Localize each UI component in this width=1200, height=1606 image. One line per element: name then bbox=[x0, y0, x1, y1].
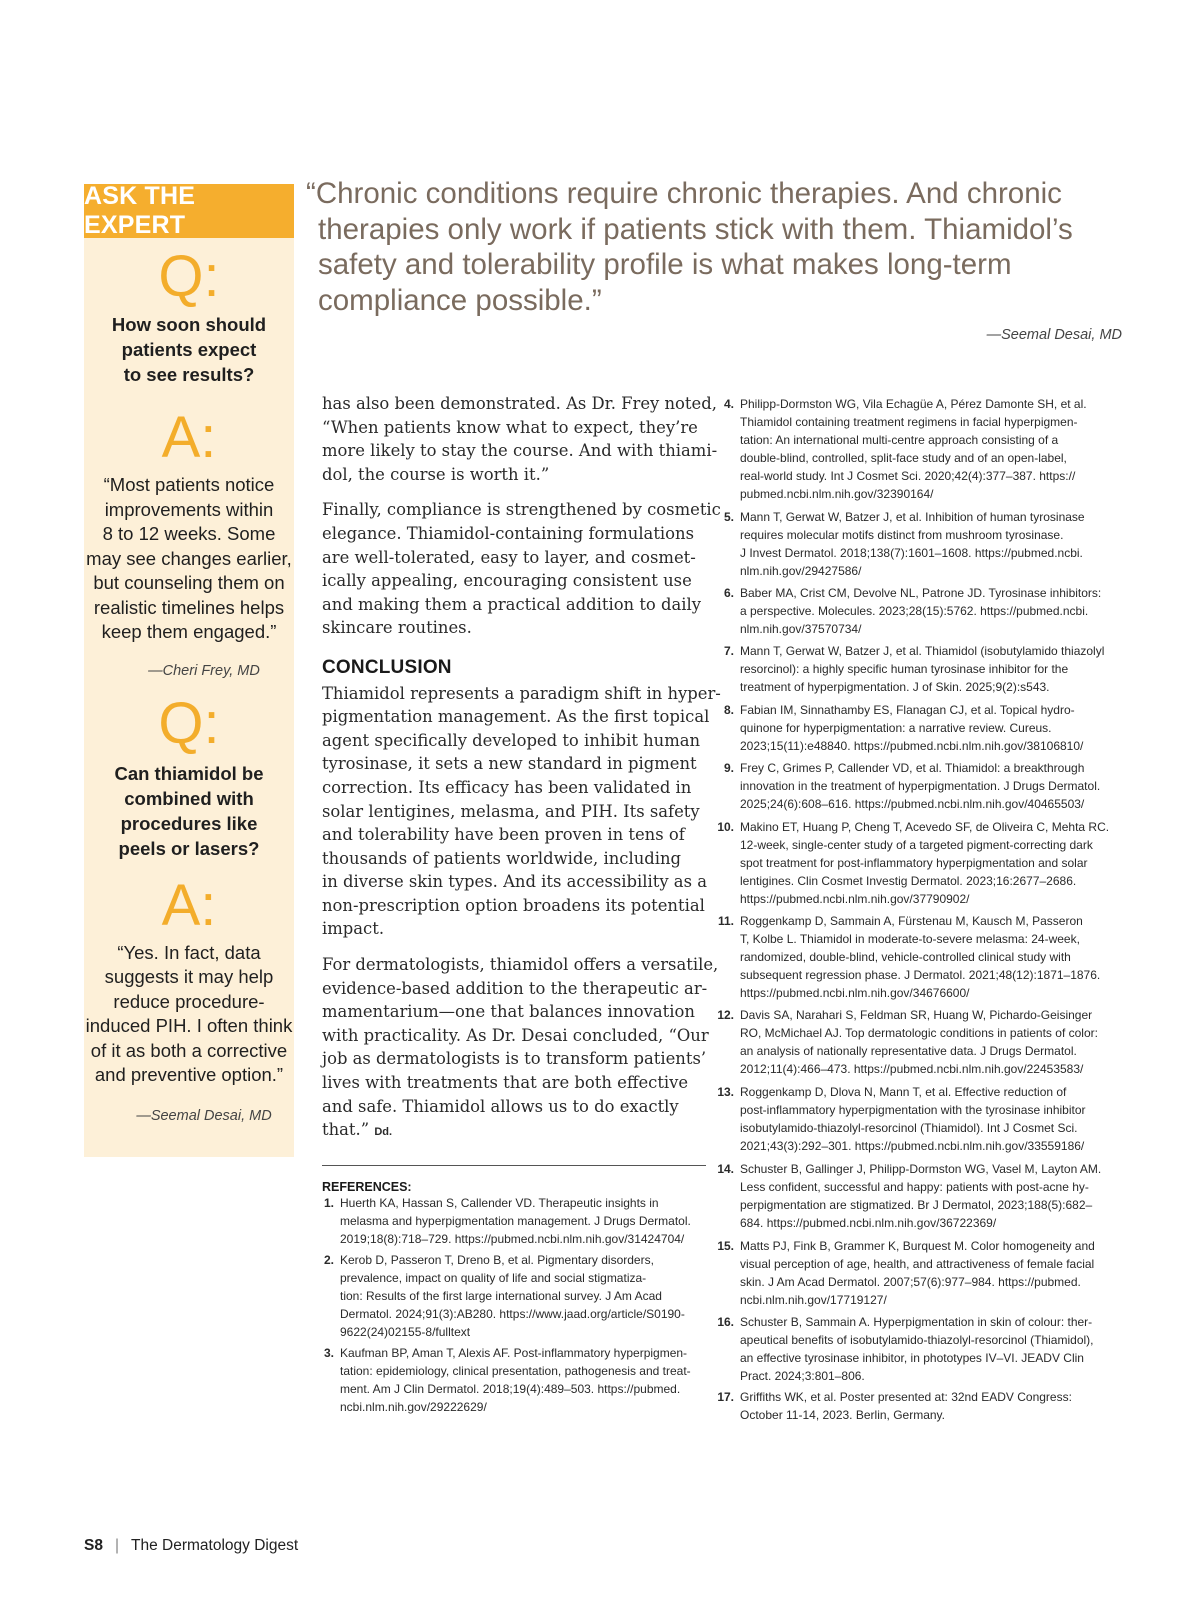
reference-text: Matts PJ, Fink B, Grammer K, Burquest M. Color homogeneity and visual perception of age, health, and attractiveness of female facial skin. J Am Acad Dermatol. 2007;57(6):977–984. https://pubmed. ncbi.nlm.nih.gov/17719127/ bbox=[740, 1239, 1095, 1307]
q-letter: Q: bbox=[158, 690, 220, 756]
pull-quote: “Chronic conditions require chronic therapies. And chronic therapies only work if patients stick with them. Thiamidol’s safety and tolerability profile is what makes long-term compliance possible.” bbox=[306, 177, 1073, 317]
pull-quote-attribution: —Seemal Desai, MD bbox=[986, 327, 1122, 343]
body-paragraph: For dermatologists, thiamidol offers a versatile, evidence-based addition to the therapeutic ar- mamentarium—one that balances innovation with practicality. As Dr. Desai concluded, “Our job as dermatologists is to transform patients’ lives with treatments that are both effective and safe. Thiamidol allows us to do exactly that.” Dd. bbox=[322, 955, 719, 1140]
reference-number: 12. bbox=[717, 1008, 734, 1022]
reference-number: 16. bbox=[717, 1315, 734, 1329]
reference-text: Huerth KA, Hassan S, Callender VD. Therapeutic insights in melasma and hyperpigmentation management. J Drugs Dermatol. 2019;18(8):718–729. https://pubmed.ncbi.nlm.nih.gov/31424704/ bbox=[340, 1196, 691, 1246]
reference-text: Roggenkamp D, Sammain A, Fürstenau M, Kausch M, Passeron T, Kolbe L. Thiamidol in moderate-to-severe melasma: 24-week, randomized, double-blind, vehicle-controlled clinical study with subsequent regression phase. J Dermatol. 2021;48(12):1871–1876. https://pubmed.ncbi.nlm.nih.gov/34676600/ bbox=[740, 914, 1101, 1000]
sidebar-header: ASK THE EXPERT bbox=[84, 184, 294, 238]
reference-text: Kaufman BP, Aman T, Alexis AF. Post-inflammatory hyperpigmen- tation: epidemiology, clinical presentation, pathogenesis and treat- ment. Am J Clin Dermatol. 2018;19(4):489–503. https://pubmed. ncbi.nlm.nih.gov/29222629/ bbox=[340, 1346, 691, 1414]
reference-number: 17. bbox=[717, 1390, 734, 1404]
body-text bbox=[322, 392, 721, 1157]
reference-number: 10. bbox=[717, 820, 734, 834]
footer bbox=[84, 1537, 298, 1555]
reference-text: Griffiths WK, et al. Poster presented at: 32nd EADV Congress: October 11-14, 2023. Berlin, Germany. bbox=[740, 1390, 1072, 1422]
references-heading: REFERENCES: bbox=[322, 1180, 412, 1194]
reference-text: Davis SA, Narahari S, Feldman SR, Huang W, Pichardo-Geisinger RO, McMichael AJ. Top dermatologic conditions in patients of color: an analysis of nationally representative data. J Drugs Dermatol. 2012;11(4):466–473. https://pubmed.ncbi.nlm.nih.gov/22453583/ bbox=[740, 1008, 1098, 1076]
divider bbox=[322, 1165, 706, 1166]
reference-number: 4. bbox=[723, 397, 734, 411]
ask-the-expert-sidebar bbox=[84, 184, 294, 1157]
a-letter: A: bbox=[161, 405, 217, 470]
conclusion-heading: CONCLUSION bbox=[322, 656, 452, 678]
reference-number: 13. bbox=[717, 1085, 734, 1099]
answer-1-attribution: —Cheri Frey, MD bbox=[148, 662, 260, 679]
reference-text: Mann T, Gerwat W, Batzer J, et al. Thiamidol (isobutylamido thiazolyl resorcinol): a highly specific human tyrosinase inhibitor for the treatment of hyperpigmentation. J of Skin. 2025;9(2):s543. bbox=[740, 644, 1105, 694]
reference-number: 2. bbox=[323, 1253, 334, 1267]
reference-number: 6. bbox=[723, 586, 734, 600]
publication-name: The Dermatology Digest bbox=[131, 1537, 299, 1554]
reference-number: 5. bbox=[723, 510, 734, 524]
end-mark: Dd. bbox=[374, 1126, 393, 1139]
reference-number: 1. bbox=[323, 1196, 334, 1210]
reference-text: Makino ET, Huang P, Cheng T, Acevedo SF, de Oliveira C, Mehta RC. 12-week, single-center study of a targeted pigment-correcting dark spot treatment for post-inflammatory hyperpigmentation and solar lentigines. Clin Cosmet Investig Dermatol. 2023;16:2677–2686. https://pubmed.ncbi.nlm.nih.gov/37790902/ bbox=[740, 820, 1110, 906]
body-paragraph: has also been demonstrated. As Dr. Frey noted, “When patients know what to expect, they’re more likely to stay the course. And with thiami- dol, the course is worth it.” bbox=[322, 394, 718, 484]
reference-number: 7. bbox=[723, 644, 734, 658]
reference-text: Frey C, Grimes P, Callender VD, et al. Thiamidol: a breakthrough innovation in the treatment of hyperpigmentation. J Drugs Dermatol. 2025;24(6):608–616. https://pubmed.ncbi.nlm.nih.gov/40465503/ bbox=[740, 761, 1101, 811]
reference-number: 9. bbox=[723, 761, 734, 775]
reference-number: 3. bbox=[323, 1346, 334, 1360]
reference-text: Fabian IM, Sinnathamby ES, Flanagan CJ, et al. Topical hydro- quinone for hyperpigmentation: a narrative review. Cureus. 2023;15(11):e48840. https://pubmed.ncbi.nlm.nih.gov/38106810/ bbox=[740, 703, 1084, 753]
reference-text: Schuster B, Gallinger J, Philipp-Dormston WG, Vasel M, Layton AM. Less confident, successful and happy: patients with post-acne hy- perpigmentation are stigmatized. Br J Dermatol, 2023;188(5):682– 684. https://pubmed.ncbi.nlm.nih.gov/36722369/ bbox=[740, 1162, 1102, 1230]
reference-number: 8. bbox=[723, 703, 734, 717]
reference-text: Mann T, Gerwat W, Batzer J, et al. Inhibition of human tyrosinase requires molecular motifs distinct from mushroom tyrosinase. J Invest Dermatol. 2018;138(7):1601–1608. https://pubmed.ncbi. nlm.nih.gov/29427586/ bbox=[740, 510, 1085, 578]
body-paragraph: Finally, compliance is strengthened by cosmetic elegance. Thiamidol-containing formulations are well-tolerated, easy to layer, and cosmet- ically appealing, encouraging consistent use and making them a practical addition to daily skincare routines. bbox=[322, 500, 721, 638]
question-2: Can thiamidol be combined with procedures like peels or lasers? bbox=[114, 762, 264, 859]
footer-separator: | bbox=[114, 1537, 119, 1554]
reference-number: 11. bbox=[717, 914, 734, 928]
answer-1: “Most patients notice improvements within 8 to 12 weeks. Some may see changes earlier, but counseling them on realistic timelines helps keep them engaged.” bbox=[86, 474, 292, 642]
a-letter: A: bbox=[161, 872, 217, 938]
reference-number: 14. bbox=[717, 1162, 734, 1176]
reference-text: Roggenkamp D, Dlova N, Mann T, et al. Effective reduction of post-inflammatory hyperpigmentation with the tyrosinase inhibitor isobutylamido-thiazolyl-resorcinol (Thiamidol). Int J Cosmet Sci. 2021;43(3):292–301. https://pubmed.ncbi.nlm.nih.gov/33559186/ bbox=[740, 1085, 1086, 1153]
reference-number: 15. bbox=[717, 1239, 734, 1253]
reference-text: Baber MA, Crist CM, Devolve NL, Patrone JD. Tyrosinase inhibitors: a perspective. Molecules. 2023;28(15):5762. https://pubmed.ncbi. nlm.nih.gov/37570734/ bbox=[740, 586, 1102, 636]
question-1: How soon should patients expect to see results? bbox=[111, 314, 267, 385]
answer-2: “Yes. In fact, data suggests it may help reduce procedure- induced PIH. I often think of it as both a corrective and preventive option.” bbox=[85, 941, 293, 1085]
body-paragraph: Thiamidol represents a paradigm shift in hyper- pigmentation management. As the first topical agent specifically developed to inhibit human tyrosinase, it sets a new standard in pigment correction. Its efficacy has been validated in solar lentigines, melasma, and PIH. Its safety and tolerability have been proven in tens of thousands of patients worldwide, including in diverse skin types. And its accessibility as a non-prescription option broadens its potential impact. bbox=[322, 683, 721, 939]
page-number: S8 bbox=[84, 1537, 103, 1554]
answer-2-attribution: —Seemal Desai, MD bbox=[136, 1107, 272, 1124]
q-letter: Q: bbox=[158, 244, 220, 309]
reference-text: Philipp-Dormston WG, Vila Echagüe A, Pérez Damonte SH, et al. Thiamidol containing treatment regimens in facial hyperpigmen- tation: An international multi-centre approach consisting of a double-blind, controlled, split-face study and of an open-label, real-world study. Int J Cosmet Sci. 2020;42(4):377–387. https:// pubmed.ncbi.nlm.nih.gov/32390164/ bbox=[740, 397, 1087, 501]
reference-text: Kerob D, Passeron T, Dreno B, et al. Pigmentary disorders, prevalence, impact on quality of life and social stigmatiza- tion: Results of the first large international survey. J Am Acad Dermatol. 2024;91(3):AB280. https://www.jaad.org/article/S0190- 9622(24)02155-8/fulltext bbox=[340, 1253, 685, 1339]
reference-text: Schuster B, Sammain A. Hyperpigmentation in skin of colour: ther- apeutical benefits of isobutylamido-thiazolyl-resorcinol (Thiamidol), an effective tyrosinase inhibitor, in phototypes IV–VI. JEADV Clin Pract. 2024;3:801–806. bbox=[740, 1315, 1094, 1383]
